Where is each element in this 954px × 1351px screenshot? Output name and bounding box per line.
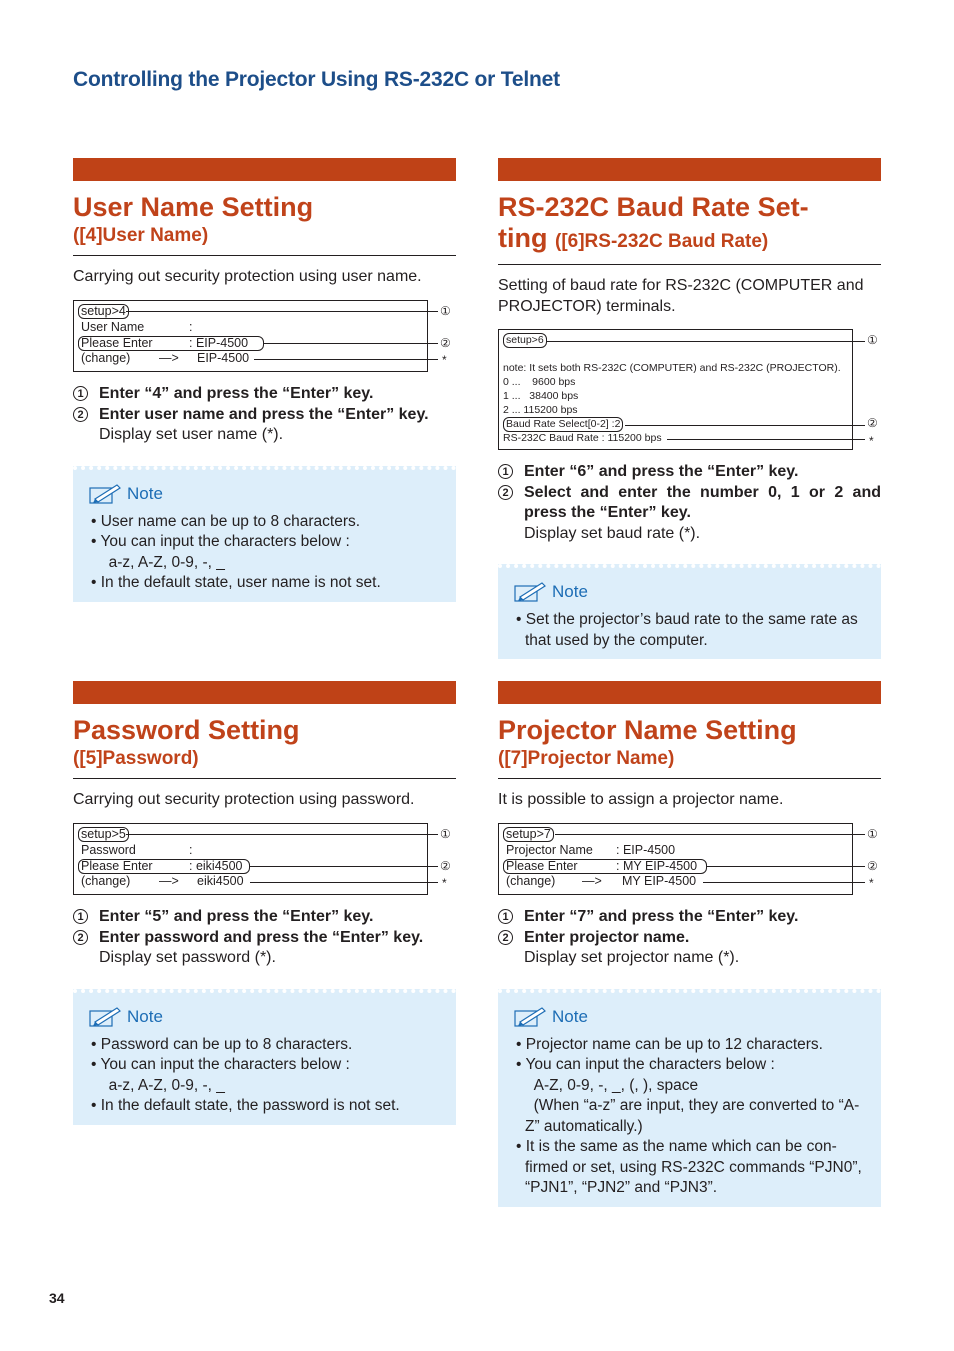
- step-extra: Display set user name (*).: [99, 426, 284, 443]
- section-subtitle: ([6]RS-232C Baud Rate): [555, 231, 769, 252]
- leader-line: [254, 359, 438, 360]
- note-item: • In the default state, user name is not set.: [91, 574, 381, 591]
- terminal-value: :: [189, 842, 193, 857]
- note-label: Note: [127, 483, 163, 503]
- step: [73, 384, 456, 405]
- pencil-icon: [514, 580, 548, 604]
- terminal-value: :: [189, 319, 193, 334]
- leader-line: [126, 834, 438, 835]
- steps: [73, 384, 456, 446]
- section-bar: [498, 158, 881, 181]
- leader-line: [250, 882, 438, 883]
- terminal-line: 0 ... 9600 bps: [503, 376, 576, 388]
- terminal-input-line: [78, 859, 250, 874]
- section-user-name: [73, 158, 456, 602]
- callout-2: ②: [440, 859, 451, 873]
- divider: [73, 255, 456, 256]
- step: [73, 907, 456, 928]
- steps: [498, 907, 881, 969]
- section-password: [73, 681, 456, 1125]
- step-extra: Display set baud rate (*).: [524, 524, 701, 542]
- step-number: 1: [73, 909, 88, 924]
- section-title: RS-232C Baud Rate Set-: [498, 192, 809, 222]
- terminal-input-line: [78, 336, 264, 351]
- leader-line: [555, 834, 865, 835]
- step: [498, 907, 881, 928]
- section-description: Carrying out security protection using user name.: [73, 268, 422, 285]
- terminal-command: setup>6: [503, 333, 547, 348]
- callout-star: *: [442, 353, 447, 367]
- terminal-value: eiki4500: [197, 874, 244, 889]
- step-text: Select and enter the number 0, 1 or 2 and press the “Enter” key.: [524, 483, 881, 521]
- leader-line: [703, 882, 865, 883]
- step-text: Enter “5” and press the “Enter” key.: [99, 908, 374, 925]
- section-bar: [73, 158, 456, 181]
- terminal-box: [498, 329, 878, 450]
- step-text: Enter “6” and press the “Enter” key.: [524, 463, 799, 480]
- section-bar: [73, 681, 456, 704]
- section-title-cont: [498, 223, 881, 257]
- step: [498, 462, 881, 483]
- page-number: 34: [49, 1290, 65, 1306]
- step-number: 2: [498, 930, 513, 945]
- callout-star: *: [869, 876, 874, 890]
- step-text: Enter projector name.: [524, 928, 690, 946]
- section-title: User Name Setting: [73, 192, 314, 222]
- note-item: • Projector name can be up to 12 characters.: [516, 1035, 823, 1053]
- leader-line: [667, 439, 865, 440]
- note-item: • You can input the characters below : A-Z, 0-9, -, _, (, ), space (When “a-z” are input, they are converted to “A-Z” automatically.): [516, 1056, 860, 1135]
- callout-1: ①: [867, 333, 878, 347]
- steps: [498, 462, 881, 544]
- leader-line: [625, 425, 865, 426]
- section-title: Password Setting: [73, 715, 300, 745]
- terminal-command: setup>5: [78, 827, 129, 842]
- note-item: • In the default state, the password is not set.: [91, 1097, 400, 1114]
- section-description: Setting of baud rate for RS-232C (COMPUTER and PROJECTOR) terminals.: [498, 277, 864, 315]
- terminal-value: : EIP-4500: [189, 335, 249, 350]
- step-number: 2: [498, 485, 513, 500]
- divider: [498, 778, 881, 779]
- terminal-value: EIP-4500: [197, 351, 250, 366]
- step-number: 1: [498, 464, 513, 479]
- note-item: • You can input the characters below : a-z, A-Z, 0-9, -, _: [91, 1056, 350, 1094]
- steps: [73, 907, 456, 969]
- callout-2: ②: [440, 336, 451, 350]
- section-bar: [498, 681, 881, 704]
- terminal-line: RS-232C Baud Rate : 115200 bps: [503, 432, 662, 444]
- terminal-command: setup>4: [78, 304, 129, 319]
- terminal-value: : EIP-4500: [616, 842, 676, 857]
- note-item: • You can input the characters below : a-z, A-Z, 0-9, -, _: [91, 533, 350, 571]
- note-box: [498, 564, 881, 659]
- step-number: 2: [73, 930, 88, 945]
- section-description: Carrying out security protection using password.: [73, 791, 415, 808]
- leader-line: [126, 311, 438, 312]
- terminal-label: Projector Name: [506, 842, 593, 857]
- terminal-input-line: Baud Rate Select[0-2] :2: [503, 417, 623, 432]
- terminal-label: Please Enter: [81, 335, 153, 350]
- terminal-arrow: —>: [159, 351, 179, 366]
- note-box: [498, 989, 881, 1207]
- pencil-icon: [514, 1005, 548, 1029]
- step-number: 2: [73, 407, 88, 422]
- terminal-line: note: It sets both RS-232C (COMPUTER) and RS-232C (PROJECTOR).: [503, 362, 841, 374]
- note-label: Note: [127, 1006, 163, 1026]
- terminal-label: (change): [506, 874, 556, 889]
- title-text: ting: [498, 223, 548, 253]
- note-box: [73, 989, 456, 1125]
- leader-line: [707, 866, 865, 867]
- section-projector-name: [498, 681, 881, 1207]
- section-description: It is possible to assign a projector name.: [498, 791, 784, 808]
- step-text: Enter password and press the “Enter” key.: [99, 928, 424, 946]
- terminal-label: Please Enter: [81, 858, 153, 873]
- section-title: Projector Name Setting: [498, 715, 797, 745]
- terminal-arrow: —>: [582, 874, 602, 889]
- note-item: • Set the projector’s baud rate to the same rate as that used by the computer.: [516, 611, 858, 649]
- callout-1: ①: [440, 827, 451, 841]
- terminal-input-line: [503, 859, 707, 874]
- section-baud-rate: [498, 158, 881, 659]
- step-number: 1: [73, 386, 88, 401]
- callout-2: ②: [867, 859, 878, 873]
- terminal-command: setup>7: [503, 827, 554, 842]
- terminal-arrow: —>: [159, 874, 179, 889]
- step-number: 1: [498, 909, 513, 924]
- callout-2: ②: [867, 416, 878, 430]
- terminal-label: Please Enter: [506, 858, 578, 873]
- note-label: Note: [552, 1006, 588, 1026]
- callout-1: ①: [867, 827, 878, 841]
- step: [73, 928, 456, 969]
- divider: [73, 778, 456, 779]
- divider: [498, 264, 881, 265]
- terminal-label: Password: [81, 842, 136, 857]
- terminal-line: 1 ... 38400 bps: [503, 390, 579, 402]
- terminal-value: : eiki4500: [189, 858, 243, 873]
- terminal-label: (change): [81, 351, 131, 366]
- note-item: • User name can be up to 8 characters.: [91, 512, 361, 530]
- leader-line: [264, 343, 438, 344]
- terminal-label: User Name: [81, 319, 145, 334]
- terminal-label: (change): [81, 874, 131, 889]
- step-text: Enter “4” and press the “Enter” key.: [99, 385, 374, 402]
- step-extra: Display set projector name (*).: [524, 949, 740, 966]
- step-extra: Display set password (*).: [99, 949, 276, 966]
- step-text: Enter user name and press the “Enter” key.: [99, 405, 429, 423]
- terminal-value: MY EIP-4500: [622, 874, 697, 889]
- terminal-box: [498, 823, 878, 895]
- step: [498, 928, 881, 969]
- callout-star: *: [869, 434, 874, 448]
- step: [73, 405, 456, 446]
- note-label: Note: [552, 582, 588, 601]
- note-item: • Password can be up to 8 characters.: [91, 1035, 353, 1053]
- page-header: Controlling the Projector Using RS-232C or Telnet: [73, 68, 560, 91]
- step-text: Enter “7” and press the “Enter” key.: [524, 908, 799, 925]
- section-subtitle: ([4]User Name): [73, 225, 209, 246]
- callout-1: ①: [440, 304, 451, 318]
- terminal-box: [73, 300, 451, 372]
- step: [498, 483, 881, 545]
- pencil-icon: [89, 482, 123, 506]
- leader-line: [547, 341, 865, 342]
- section-subtitle: ([5]Password): [73, 748, 199, 769]
- note-box: [73, 466, 456, 602]
- callout-star: *: [442, 876, 447, 890]
- terminal-line: 2 ... 115200 bps: [503, 404, 578, 416]
- leader-line: [250, 866, 438, 867]
- terminal-box: [73, 823, 451, 895]
- section-subtitle: ([7]Projector Name): [498, 748, 675, 769]
- terminal-value: : MY EIP-4500: [616, 858, 698, 873]
- note-item: • It is the same as the name which can be con-firmed or set, using RS-232C commands “PJN0”, “PJN1”, “PJN2” and “PJN3”.: [516, 1138, 862, 1196]
- pencil-icon: [89, 1005, 123, 1029]
